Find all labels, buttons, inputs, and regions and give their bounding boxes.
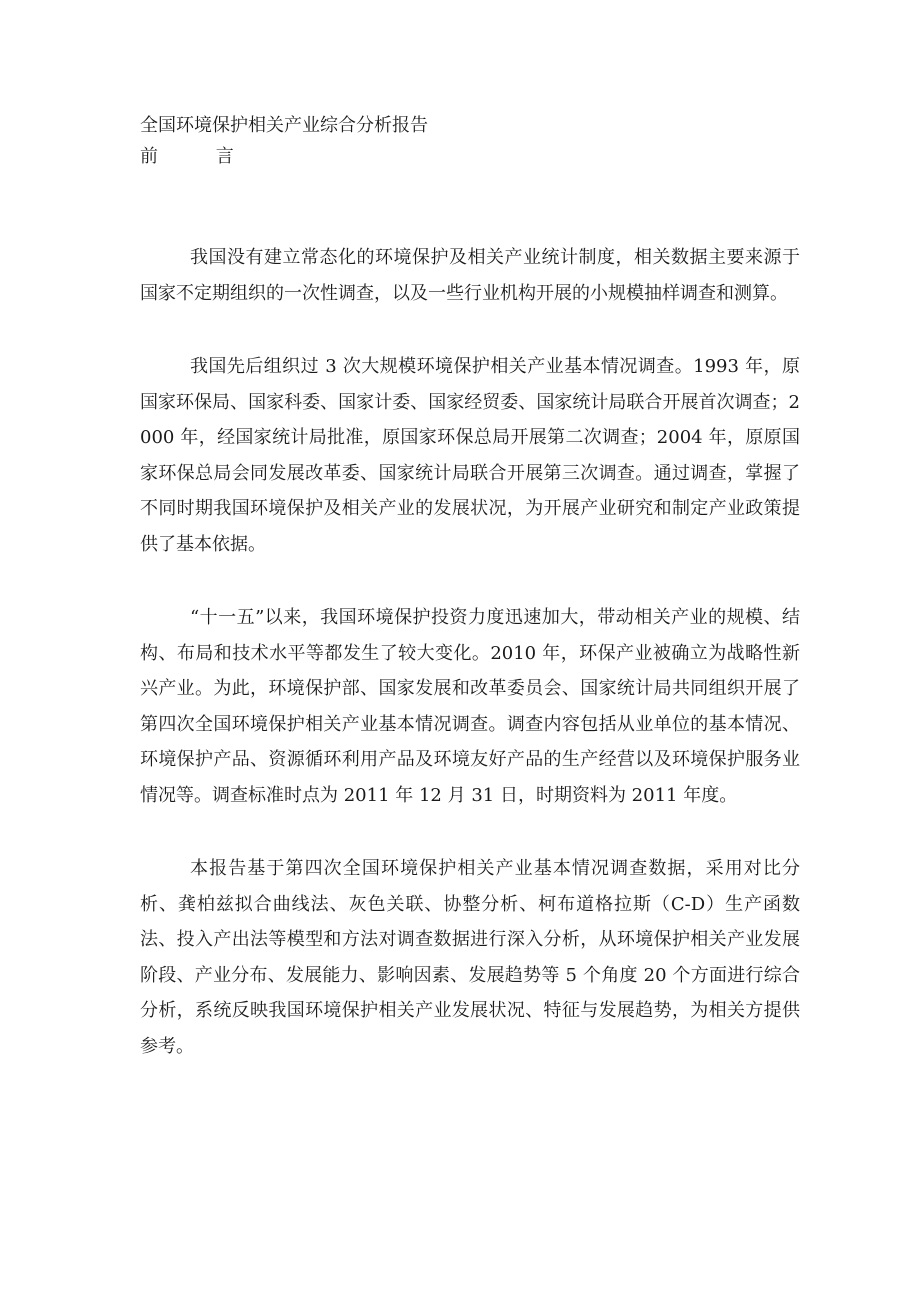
paragraph-3: “十一五”以来，我国环境保护投资力度迅速加大，带动相关产业的规模、结构、布局和技术水平等都发生了较大变化。2010 年，环保产业被确立为战略性新兴产业。为此，环境保护部、国家发展和改革委员会、国家统计局共同组织开展了第四次全国环境保护相关产业基本情况调查。调查内容包括从业单位的基本情况、环境保护产品、资源循环利用产品及环境友好产品的生产经营以及环境保护服务业情况等。调查标准时点为 2011 年 12 月 31 日，时期资料为 2011 年度。 bbox=[140, 607, 800, 806]
section-heading-preface: 前 言 bbox=[140, 146, 260, 167]
paragraph-1: 我国没有建立常态化的环境保护及相关产业统计制度，相关数据主要来源于国家不定期组织的一次性调查，以及一些行业机构开展的小规模抽样调查和测算。 bbox=[140, 247, 800, 304]
paragraph-2: 我国先后组织过 3 次大规模环境保护相关产业基本情况调查。1993 年，原国家环保局、国家科委、国家计委、国家经贸委、国家统计局联合开展首次调查；2000 年，经国家统计局批准，原国家环保总局开展第二次调查；2004 年，原原国家环保总局会同发展改革委、国家统计局联合开展第三次调查。通过调查，掌握了不同时期我国环境保护及相关产业的发展状况，为开展产业研究和制定产业政策提供了基本依据。 bbox=[140, 356, 800, 555]
document-page bbox=[140, 110, 800, 1102]
document-title: 全国环境保护相关产业综合分析报告 bbox=[140, 115, 428, 136]
paragraph-4: 本报告基于第四次全国环境保护相关产业基本情况调查数据，采用对比分析、龚柏兹拟合曲线法、灰色关联、协整分析、柯布道格拉斯（C-D）生产函数法、投入产出法等模型和方法对调查数据进行深入分析，从环境保护相关产业发展阶段、产业分布、发展能力、影响因素、发展趋势等 5 个角度 20 个方面进行综合分析，系统反映我国环境保护相关产业发展状况、特征与发展趋势，为相关方提供参考。 bbox=[140, 858, 800, 1057]
